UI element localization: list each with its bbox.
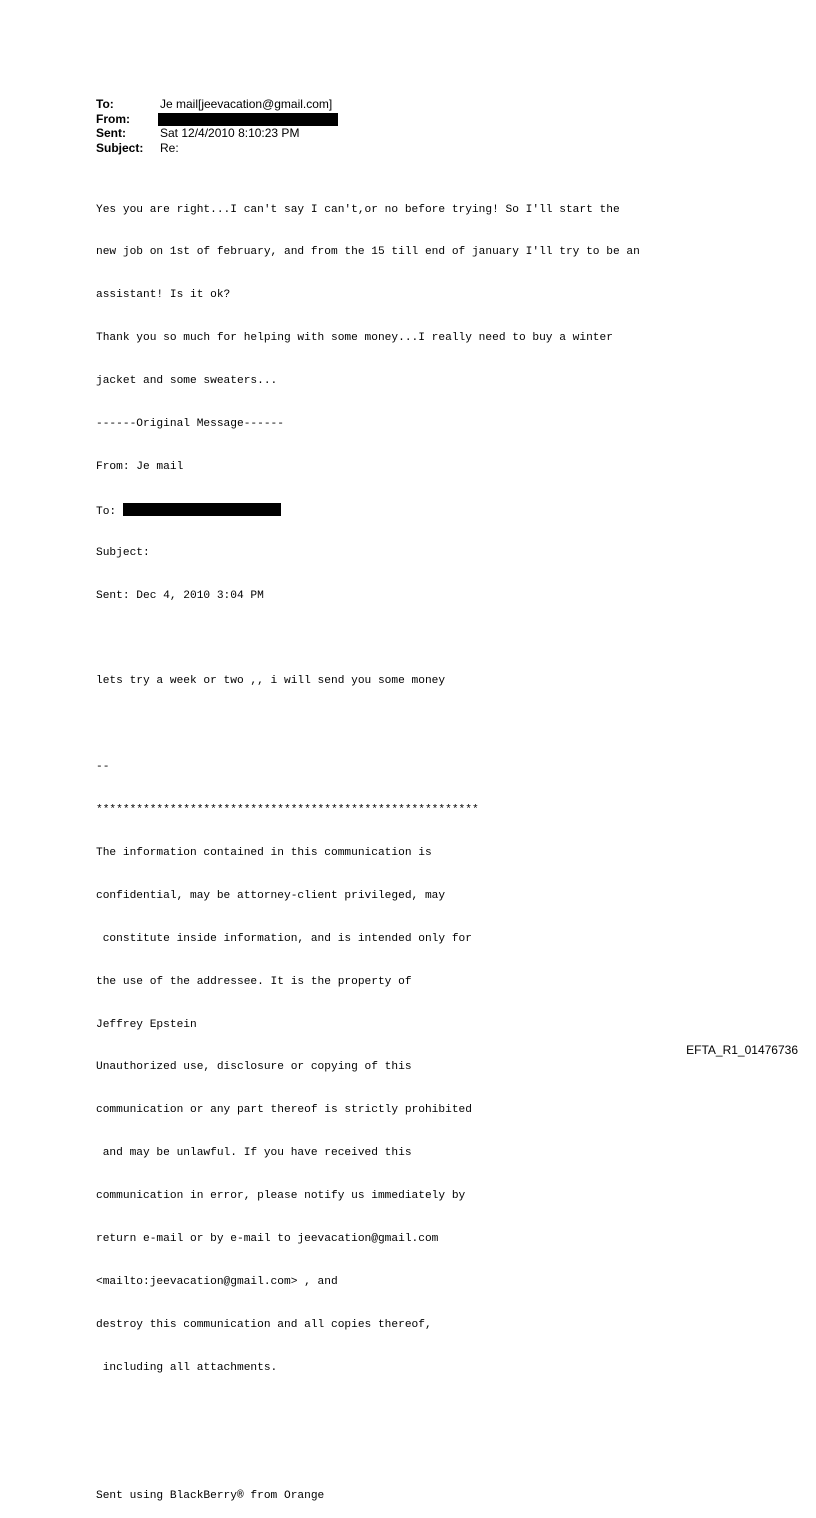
signature-stars: ********************************************************* bbox=[96, 804, 479, 817]
disclaimer-line: constitute inside information, and is intended only for bbox=[96, 932, 472, 945]
disclaimer-line: <mailto:jeevacation@gmail.com> , and bbox=[96, 1275, 338, 1288]
sent-label: Sent: bbox=[96, 126, 126, 140]
email-body bbox=[96, 174, 640, 1518]
to-value: Je mail[jeevacation@gmail.com] bbox=[160, 97, 333, 111]
subject-label: Subject: bbox=[96, 140, 144, 155]
disclaimer-line: including all attachments. bbox=[96, 1361, 278, 1374]
from-label: From: bbox=[96, 111, 130, 126]
disclaimer-line: Unauthorized use, disclosure or copying of this bbox=[96, 1061, 412, 1074]
original-to-label: To: bbox=[96, 505, 123, 518]
document-id: EFTA_R1_01476736 bbox=[686, 1043, 798, 1057]
body-line: assistant! Is it ok? bbox=[96, 289, 231, 302]
signoff: Sent using BlackBerry® from Orange bbox=[96, 1490, 325, 1503]
disclaimer-line: destroy this communication and all copies thereof, bbox=[96, 1318, 432, 1331]
body-line: Thank you so much for helping with some money...I really need to buy a winter bbox=[96, 332, 613, 345]
signature-dash: -- bbox=[96, 761, 110, 774]
from-redaction bbox=[158, 113, 338, 126]
disclaimer-line: and may be unlawful. If you have received this bbox=[96, 1147, 412, 1160]
body-line: jacket and some sweaters... bbox=[96, 375, 278, 388]
disclaimer-line: communication or any part thereof is strictly prohibited bbox=[96, 1104, 472, 1117]
original-from: From: Je mail bbox=[96, 460, 184, 473]
sent-value: Sat 12/4/2010 8:10:23 PM bbox=[160, 126, 300, 140]
disclaimer-line: communication in error, please notify us immediately by bbox=[96, 1190, 466, 1203]
disclaimer-line: The information contained in this communication is bbox=[96, 846, 432, 859]
original-message-divider: ------Original Message------ bbox=[96, 418, 284, 431]
original-to-row bbox=[96, 503, 640, 517]
disclaimer-line: confidential, may be attorney-client privileged, may bbox=[96, 889, 446, 902]
disclaimer-line: Jeffrey Epstein bbox=[96, 1018, 197, 1031]
disclaimer-line: the use of the addressee. It is the property of bbox=[96, 975, 412, 988]
body-line: new job on 1st of february, and from the 15 till end of january I'll try to be an bbox=[96, 246, 640, 259]
original-sent: Sent: Dec 4, 2010 3:04 PM bbox=[96, 589, 264, 602]
body-line: Yes you are right...I can't say I can't,or no before trying! So I'll start the bbox=[96, 203, 620, 216]
subject-value: Re: bbox=[160, 140, 179, 155]
to-label: To: bbox=[96, 97, 114, 111]
original-text: lets try a week or two ,, i will send you some money bbox=[96, 675, 446, 688]
disclaimer-line: return e-mail or by e-mail to jeevacation@gmail.com bbox=[96, 1232, 439, 1245]
original-subject: Subject: bbox=[96, 546, 150, 559]
original-to-redaction bbox=[123, 503, 281, 516]
